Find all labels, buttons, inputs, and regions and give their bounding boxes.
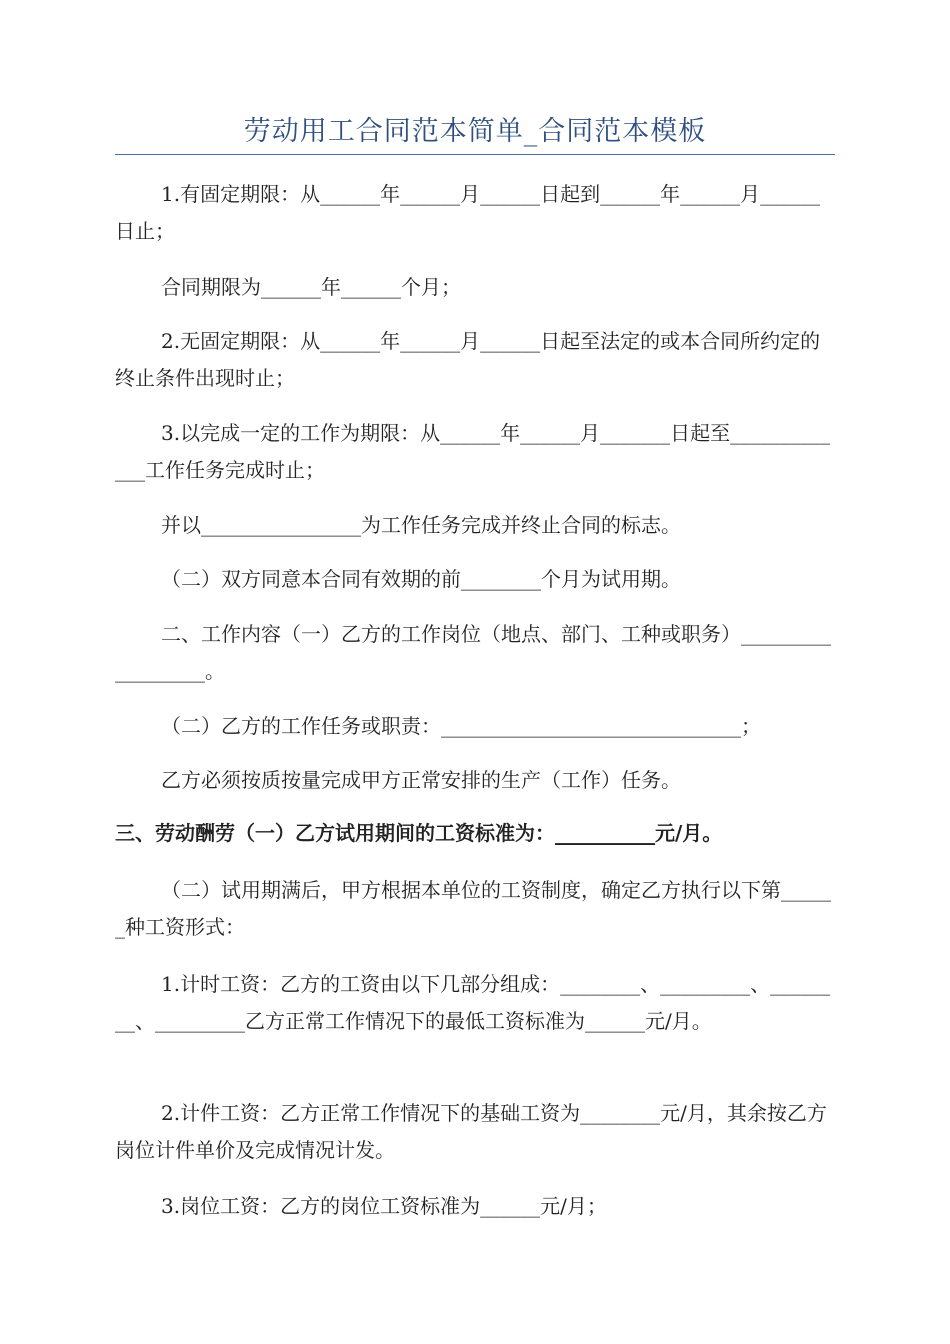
paragraph-duties: （二）乙方的工作任务或职责：______________________________； bbox=[161, 714, 761, 738]
paragraph-quality: 乙方必须按质按量完成甲方正常安排的生产（工作）任务。 bbox=[161, 768, 681, 792]
paragraph-no-fixed-term: 2.无固定期限：从______年______月______日起至法定的或本合同所约定的终止条件出现时止； bbox=[115, 329, 821, 390]
paragraph-fixed-term: 1.有固定期限：从______年______月______日起到______年______月______日止； bbox=[115, 182, 821, 243]
section-heading-remuneration: 三、劳动酬劳（一）乙方试用期间的工资标准为：__________元/月。 bbox=[115, 821, 723, 845]
paragraph-task-mark: 并以________________为工作任务完成并终止合同的标志。 bbox=[161, 513, 681, 537]
paragraph-contract-period: 合同期限为______年______个月； bbox=[161, 275, 461, 299]
paragraph-piece-wage: 2.计件工资：乙方正常工作情况下的基础工资为________元/月，其余按乙方岗位计件单价及完成情况计发。 bbox=[115, 1101, 827, 1162]
title-underline bbox=[115, 154, 835, 155]
paragraph-probation: （二）双方同意本合同有效期的前________个月为试用期。 bbox=[161, 567, 681, 591]
paragraph-wage-form: （二）试用期满后，甲方根据本单位的工资制度，确定乙方执行以下第______种工资形式： bbox=[115, 878, 831, 939]
paragraph-task-term: 3.以完成一定的工作为期限：从______年______月_______日起至_____________工作任务完成时止； bbox=[115, 421, 831, 482]
paragraph-work-content: 二、工作内容（一）乙方的工作岗位（地点、部门、工种或职务）__________________。 bbox=[115, 622, 831, 683]
paragraph-hourly-wage: 1.计时工资：乙方的工资由以下几部分组成：________、_________、________、_________乙方正常工作情况下的最低工资标准为______元/月。 bbox=[115, 972, 831, 1033]
paragraph-post-wage: 3.岗位工资：乙方的岗位工资标准为______元/月； bbox=[161, 1194, 607, 1218]
document-title: 劳动用工合同范本简单_合同范本模板 bbox=[243, 116, 707, 147]
